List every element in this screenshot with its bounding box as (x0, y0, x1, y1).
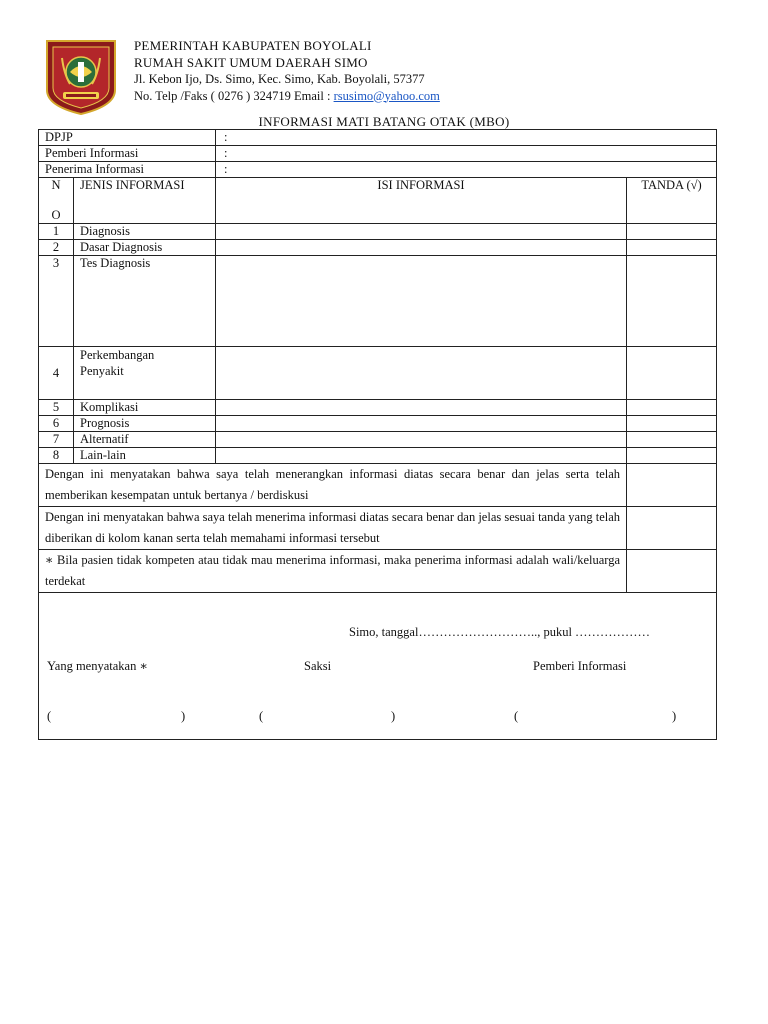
field-row-penerima (39, 162, 717, 178)
email-link[interactable]: rsusimo@yahoo.com (333, 88, 440, 103)
field-value-penerima[interactable]: : (216, 162, 717, 178)
contact-line (134, 88, 440, 105)
signature-row (39, 593, 717, 740)
phone-fax: No. Telp /Faks ( 0276 ) 324719 Email : (134, 88, 334, 103)
isi-cell[interactable] (216, 400, 627, 416)
table-row: 4 Perkembangan Penyakit (39, 347, 717, 400)
form-title: INFORMASI MATI BATANG OTAK (MBO) (258, 114, 510, 129)
table-row: 1 Diagnosis (39, 224, 717, 240)
field-row-pemberi (39, 146, 717, 162)
letterhead (134, 38, 440, 104)
field-value-dpjp[interactable]: : (216, 130, 717, 146)
label-saksi: Saksi (304, 659, 332, 673)
table-row: 6 Prognosis (39, 416, 717, 432)
signature-close-paren: ) (181, 709, 186, 723)
statement-row-2 (39, 507, 717, 550)
signature-close-paren: ) (672, 709, 677, 723)
signature-block (39, 593, 717, 740)
field-label: DPJP (39, 130, 216, 146)
statement-check-cell[interactable] (627, 507, 717, 550)
field-value-pemberi[interactable]: : (216, 146, 717, 162)
date-time-line[interactable]: Simo, tanggal……………………….., pukul ……………… (349, 625, 651, 639)
isi-cell[interactable] (216, 448, 627, 464)
signature-open-paren: ( (514, 709, 519, 723)
tanda-cell[interactable] (627, 448, 717, 464)
col-header-isi: ISI INFORMASI (216, 178, 627, 224)
column-header-row (39, 178, 717, 224)
boyolali-emblem-logo (44, 38, 118, 116)
table-row: 5 Komplikasi (39, 400, 717, 416)
tanda-cell[interactable] (627, 400, 717, 416)
statement-note: ∗ Bila pasien tidak kompeten atau tidak mau menerima informasi, maka penerima informasi adalah wali/keluarga terdekat (39, 550, 627, 593)
statement-text: Dengan ini menyatakan bahwa saya telah menerima informasi diatas secara benar dan jelas sesuai tanda yang telah diberikan di kolom kanan serta telah memahami informasi tersebut (39, 507, 627, 550)
isi-cell[interactable] (216, 224, 627, 240)
table-row: 3 Tes Diagnosis (39, 256, 717, 347)
statement-text: Dengan ini menyatakan bahwa saya telah menerangkan informasi diatas secara benar dan jelas serta telah memberikan kesempatan untuk bertanya / berdiskusi (39, 464, 627, 507)
label-pemberi-informasi: Pemberi Informasi (533, 659, 627, 673)
tanda-cell[interactable] (627, 240, 717, 256)
table-row: 8 Lain-lain (39, 448, 717, 464)
field-label: Pemberi Informasi (39, 146, 216, 162)
tanda-cell[interactable] (627, 432, 717, 448)
isi-cell[interactable] (216, 347, 627, 400)
field-row-dpjp (39, 130, 717, 146)
isi-cell[interactable] (216, 416, 627, 432)
statement-check-cell[interactable] (627, 464, 717, 507)
statement-check-cell[interactable] (627, 550, 717, 593)
statement-row-3 (39, 550, 717, 593)
signature-open-paren: ( (47, 709, 52, 723)
tanda-cell[interactable] (627, 256, 717, 347)
signature-open-paren: ( (259, 709, 264, 723)
col-header-jenis: JENIS INFORMASI (74, 178, 216, 224)
table-row: 2 Dasar Diagnosis (39, 240, 717, 256)
label-yang-menyatakan: Yang menyatakan ∗ (47, 659, 148, 673)
tanda-cell[interactable] (627, 416, 717, 432)
hospital-address: Jl. Kebon Ijo, Ds. Simo, Kec. Simo, Kab. Boyolali, 57377 (134, 72, 425, 86)
table-row: 7 Alternatif (39, 432, 717, 448)
isi-cell[interactable] (216, 256, 627, 347)
isi-cell[interactable] (216, 432, 627, 448)
signature-close-paren: ) (391, 709, 396, 723)
government-name: PEMERINTAH KABUPATEN BOYOLALI (134, 38, 372, 53)
isi-cell[interactable] (216, 240, 627, 256)
tanda-cell[interactable] (627, 224, 717, 240)
col-header-tanda: TANDA (√) (627, 178, 717, 224)
col-header-no: N O (39, 178, 74, 224)
statement-row-1 (39, 464, 717, 507)
mbo-information-form (38, 129, 717, 740)
hospital-name: RUMAH SAKIT UMUM DAERAH SIMO (134, 54, 368, 70)
tanda-cell[interactable] (627, 347, 717, 400)
field-label: Penerima Informasi (39, 162, 216, 178)
